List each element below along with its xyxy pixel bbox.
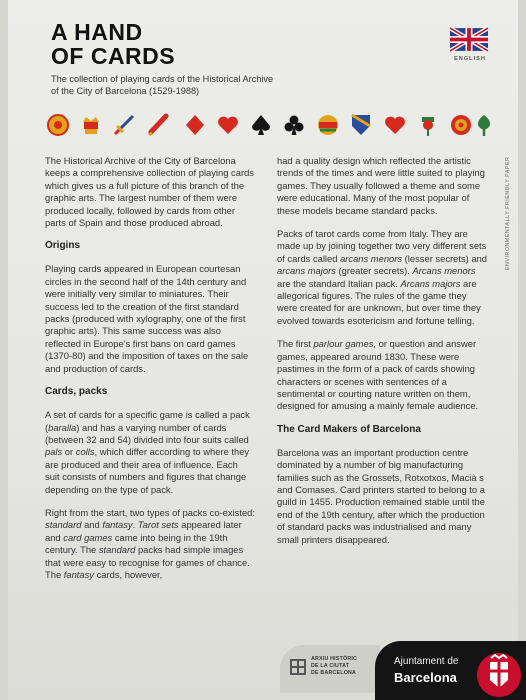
ajuntament-label-line-1: Ajuntament de (394, 656, 459, 667)
club-icon (282, 113, 306, 137)
page-title (51, 20, 175, 68)
ajuntament-label-line-2: Barcelona (394, 670, 457, 685)
spade-icon (249, 113, 273, 137)
sword-icon (112, 113, 136, 137)
card-makers-heading: The Card Makers of Barcelona (277, 423, 421, 435)
uk-flag-icon (450, 27, 488, 52)
fantasy-continuation-paragraph: had a quality design which reflected the artistic trends of the times and were little suited to playing games. They usually followed a theme and some were educational. Many of the most popular of these models became standard packs. (277, 155, 485, 216)
tarot-paragraph: Packs of tarot cards come from Italy. They are made up by joining together two very different sets of cards called arcans menors (lesser secrets) and arcans majors (greater secrets). Arcans menors are the standard Italian pack. Arcans majors are allegorical figures. The rules of the game they were created for are unknown, but over time they evolved towards esotericism and fortune telling. (277, 228, 488, 326)
origins-paragraph: Playing cards appeared in European courtesan circles in the second half of the 14th century and were initially very similar to miniatures. Their success led to the creation of the first standard packs (produced with xylography, one of the first graphic arts). This same success was also reflected in Europe's first bans on card games (1370-80) and the imposition of taxes on the sale and production of cards. (45, 263, 249, 374)
left-column (45, 155, 255, 592)
right-column (277, 155, 487, 557)
title-line-1: A HAND (51, 19, 143, 45)
packs-paragraph-1: A set of cards for a specific game is called a pack (baralla) and has a varying number of cards (between 32 and 54) divided into four suits called pals or colls, which differ according to where they are produced and their area of influence. Each suit consists of numbers and figures that change depending on the type of pack. (45, 409, 250, 495)
banner-shield-icon (349, 113, 373, 137)
heart-icon (216, 113, 240, 137)
intro-paragraph: The Historical Archive of the City of Barcelona keeps a comprehensive collection of playing cards which gives us a full picture of this branch of the graphic arts. The largest number of them were produced locally, followed by cards from other parts of Spain and those produced abroad. (45, 155, 254, 229)
rosette-icon (46, 113, 70, 137)
heart-icon (383, 113, 407, 137)
page-subtitle: The collection of playing cards of the Historical Archive of the City of Barcelona (1529-1988) (51, 74, 274, 96)
packs-paragraph-2: Right from the start, two types of packs co-existed: standard and fantasy. Tarot sets appeared later and card games came into being in the 19th century. The standard packs had simple images that were easy to recognise for games of chance. The fantasy cards, however, (45, 506, 255, 580)
shield-icon (316, 113, 340, 137)
arxiu-label: ARXIU HISTÒRIC DE LA CIUTAT DE BARCELONA (311, 656, 358, 676)
barcelona-seal-icon (474, 650, 524, 700)
diamond-icon (183, 113, 207, 137)
card-suit-icons (46, 113, 496, 139)
card-makers-paragraph: Barcelona was an important production centre dominated by a number of big manufacturing families such as the Grossets, Rotxotxos, Macià s and Comases. Card printers started to belong to a guild in 1455. Production remained stable until the end of the 19th century, after which the production of standard packs was industrialised and many small printers disappeared. (277, 446, 485, 545)
acorn-icon (416, 113, 440, 137)
flower-icon (449, 113, 473, 137)
club-baton-icon (146, 113, 170, 137)
paper-note: ENVIRONMENTALLY FRIENDLY PAPER (505, 156, 511, 270)
title-line-2: OF CARDS (51, 43, 176, 69)
parlour-games-paragraph: The first parlour games, or question and answer games, appeared around 1830. These were pastimes in the form of a pack of cards showing characters or scenes with sentences of a sentimental or courting nature written on them, designed for amusing a mainly female audience. (277, 338, 479, 412)
packs-heading: Cards, packs (45, 386, 108, 398)
origins-heading: Origins (45, 240, 81, 252)
crown-figure-icon (79, 113, 103, 137)
leaf-icon (472, 113, 496, 137)
language-label: ENGLISH (454, 56, 486, 62)
arxiu-logo-icon (290, 659, 306, 675)
